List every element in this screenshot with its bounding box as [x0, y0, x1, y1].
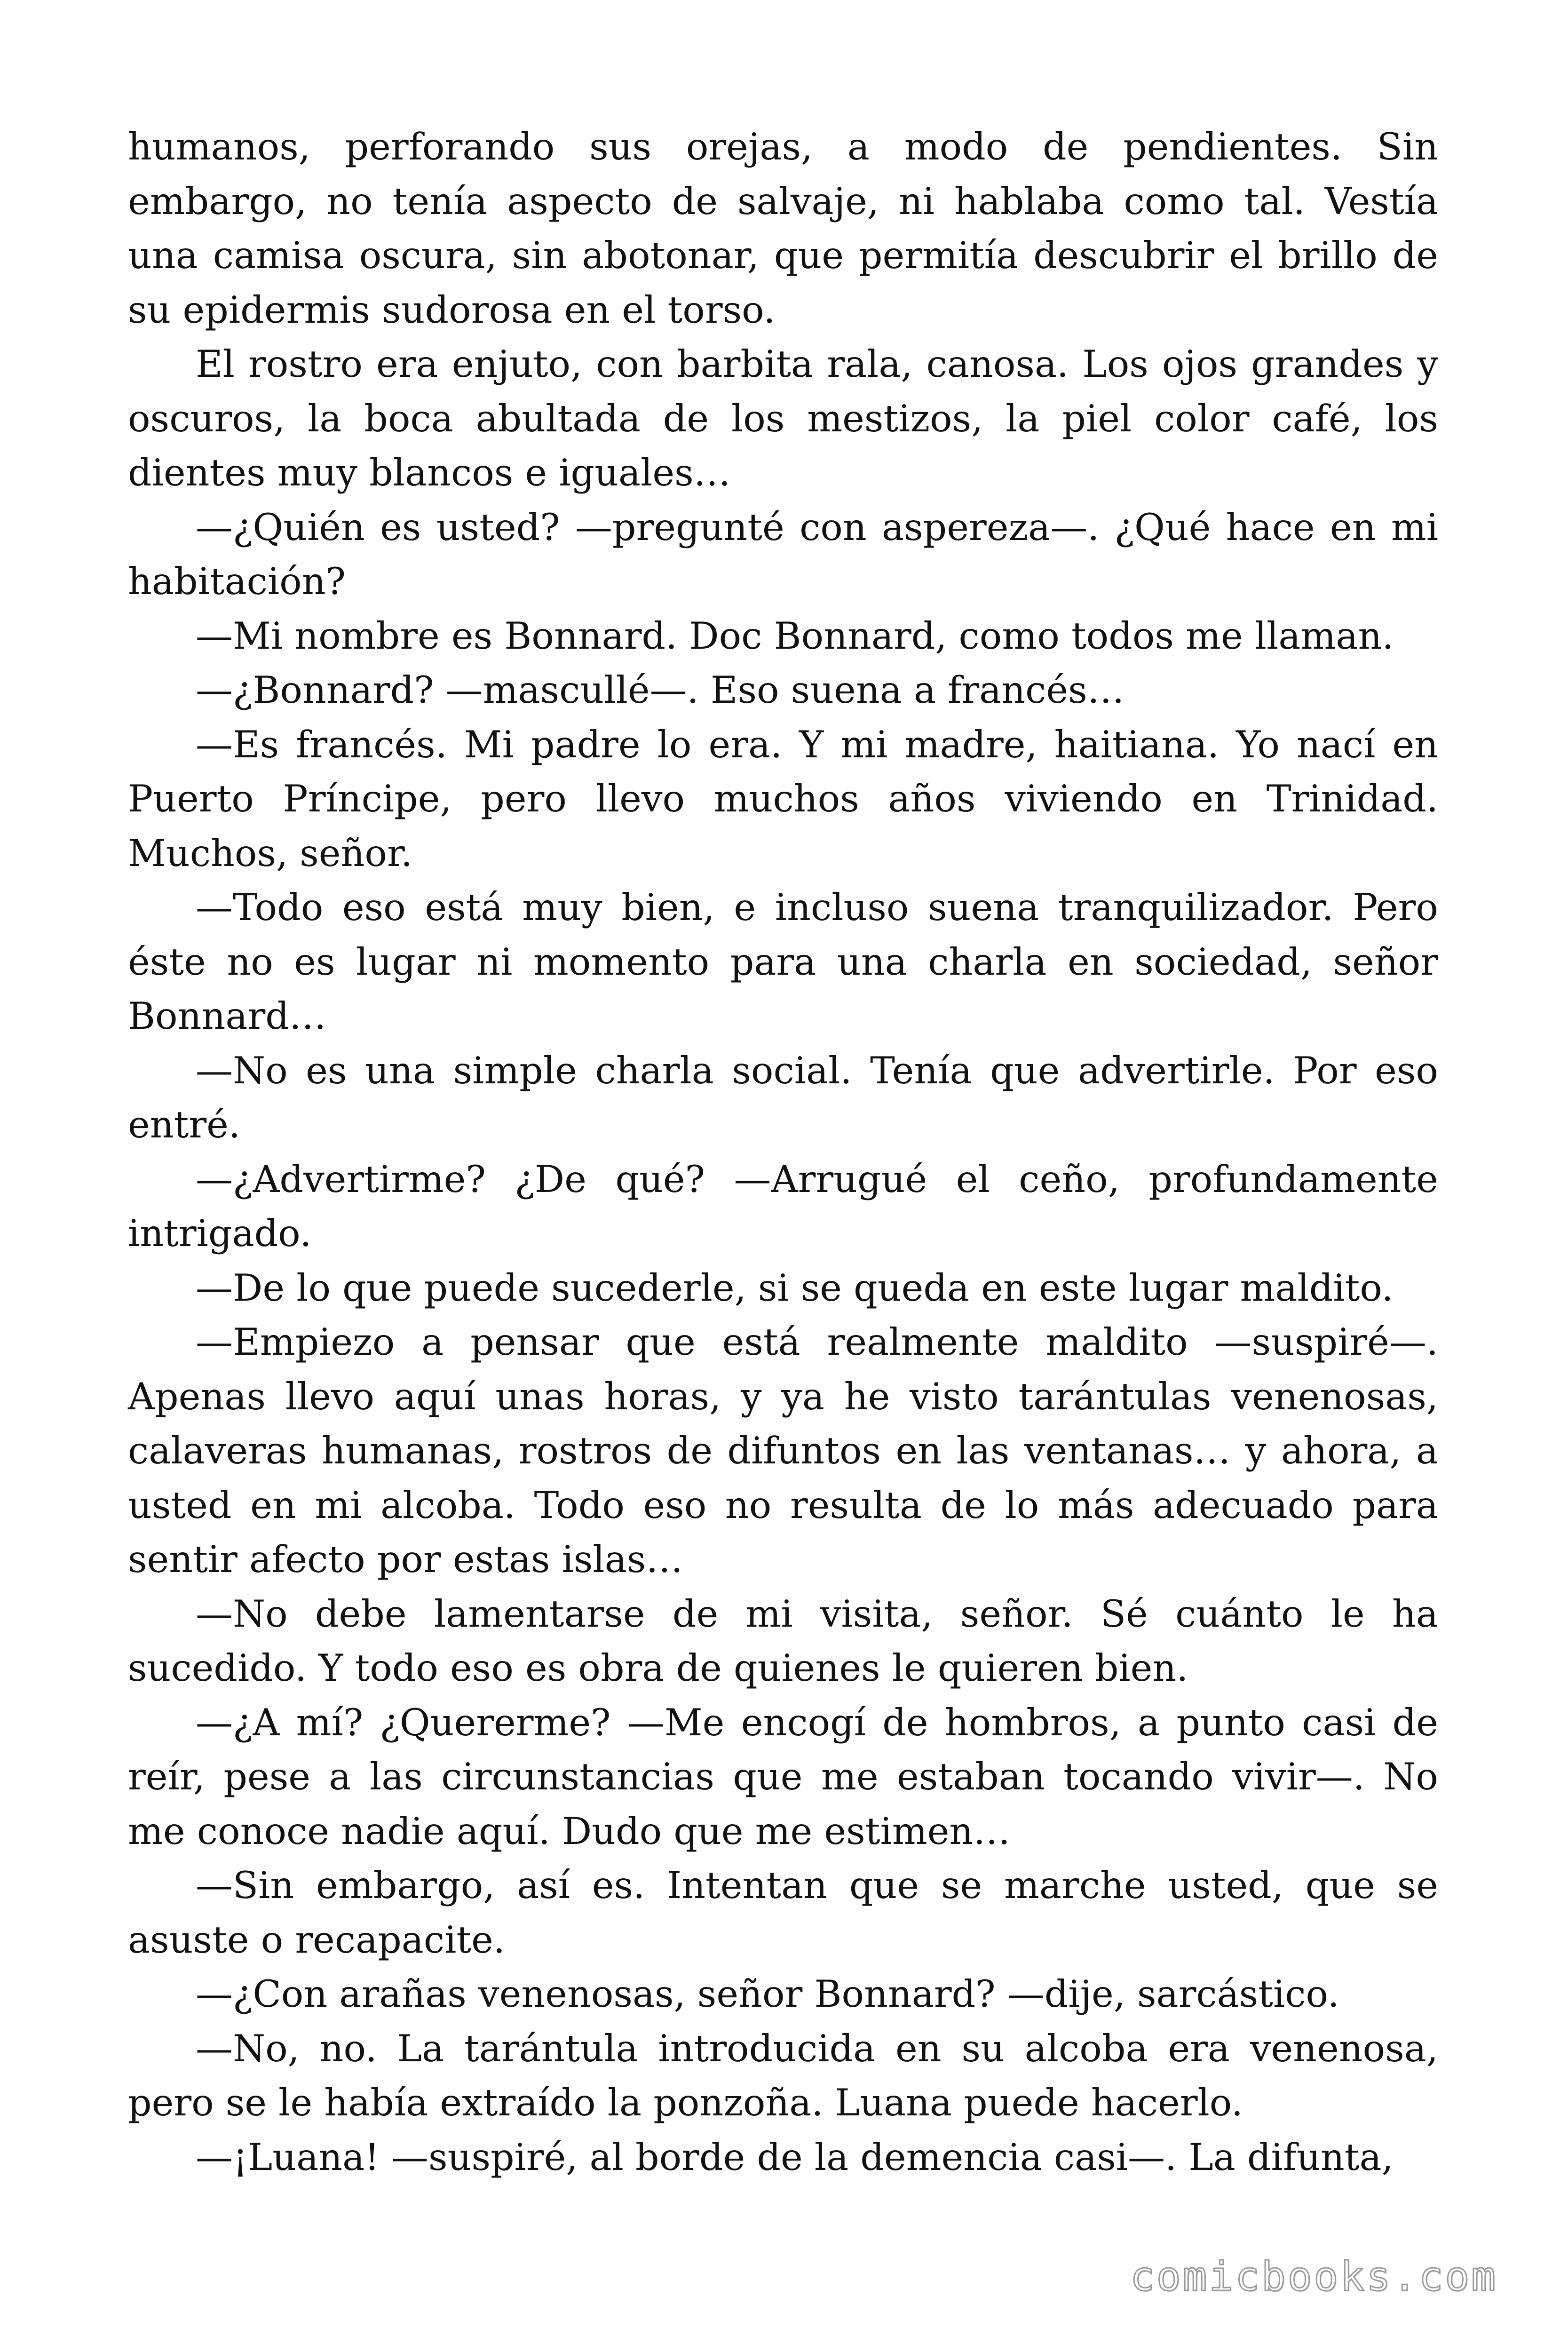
body-text [128, 120, 1438, 2185]
paragraph: —¿Advertirme? ¿De qué? —Arrugué el ceño, profundamente intrigado. [128, 1157, 1438, 1255]
paragraph: —Es francés. Mi padre lo era. Y mi madre, haitiana. Yo nací en Puerto Príncipe, pero llevo muchos años viviendo en Trinidad. Muchos, señor. [128, 723, 1438, 875]
paragraph: —No es una simple charla social. Tenía que advertirle. Por eso entré. [128, 1049, 1438, 1146]
paragraph: —¿Con arañas venenosas, señor Bonnard? —dije, sarcástico. [196, 1972, 1339, 2016]
paragraph: —¿A mí? ¿Quererme? —Me encogí de hombros, a punto casi de reír, pese a las circunstancias que me estaban tocando vivir—. No me conoce nadie aquí. Dudo que me estimen… [128, 1700, 1438, 1853]
paragraph: —Empiezo a pensar que está realmente maldito —suspiré—. Apenas llevo aquí unas horas, y ya he visto tarántulas venenosas, calaveras humanas, rostros de difuntos en las ventanas… y ahora, a usted en mi alcoba. Todo eso no resulta de lo más adecuado para sentir afecto por estas islas… [128, 1320, 1438, 1581]
paragraph: —Todo eso está muy bien, e incluso suena tranquilizador. Pero éste no es lugar ni momento para una charla en sociedad, señor Bonnard… [128, 886, 1438, 1038]
paragraph: —¿Bonnard? —mascullé—. Eso suena a francés… [196, 668, 1125, 712]
paragraph: El rostro era enjuto, con barbita rala, canosa. Los ojos grandes y oscuros, la boca abultada de los mestizos, la piel color café, los dientes muy blancos e iguales… [128, 342, 1438, 494]
paragraph: —¡Luana! —suspiré, al borde de la demencia casi—. La difunta, [196, 2135, 1394, 2179]
watermark-logo: comicbooks.com [1130, 2253, 1497, 2300]
paragraph: —Mi nombre es Bonnard. Doc Bonnard, como todos me llaman. [196, 614, 1394, 658]
paragraph: humanos, perforando sus orejas, a modo de pendientes. Sin embargo, no tenía aspecto de salvaje, ni hablaba como tal. Vestía una camisa oscura, sin abotonar, que permitía descubrir el brillo de su epidermis sudorosa en el torso. [128, 125, 1438, 332]
paragraph: —No, no. La tarántula introducida en su alcoba era venenosa, pero se le había extraído la ponzoña. Luana puede hacerlo. [128, 2026, 1438, 2124]
paragraph: —De lo que puede sucederle, si se queda en este lugar maldito. [196, 1266, 1394, 1310]
paragraph: —Sin embargo, así es. Intentan que se marche usted, que se asuste o recapacite. [128, 1864, 1438, 1962]
paragraph: —¿Quién es usted? —pregunté con aspereza—. ¿Qué hace en mi habitación? [128, 505, 1438, 603]
paragraph: —No debe lamentarse de mi visita, señor. Sé cuánto le ha sucedido. Y todo eso es obra de quienes le quieren bien. [128, 1592, 1438, 1690]
